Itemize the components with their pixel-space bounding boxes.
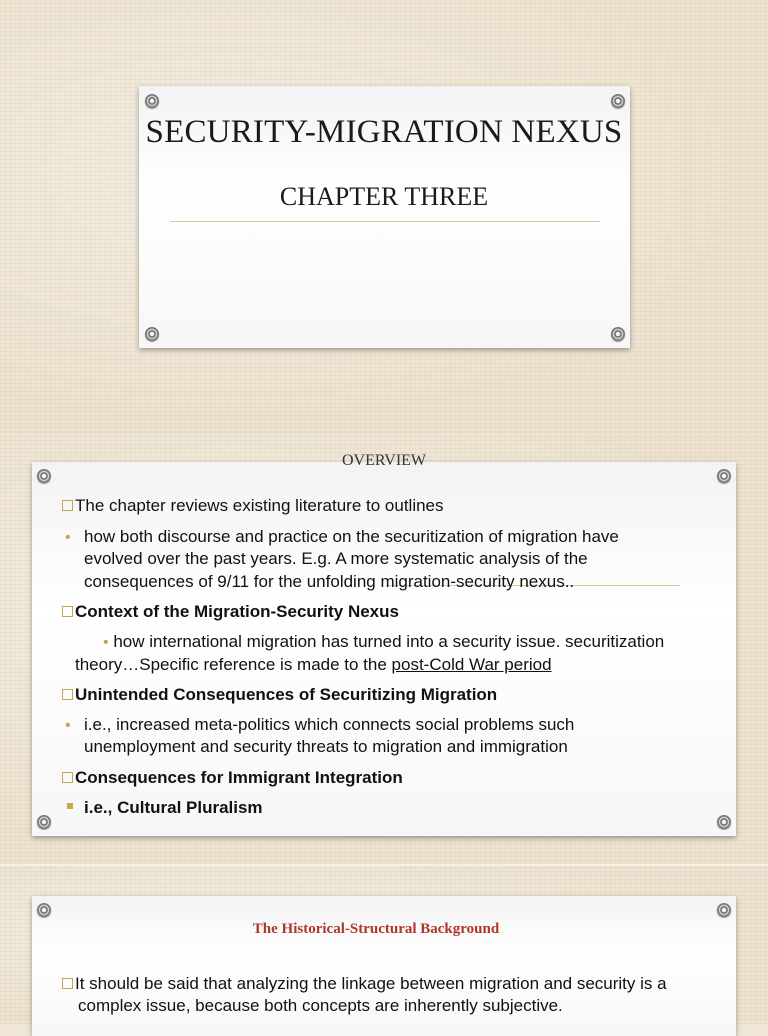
checkbox-bullet-icon	[62, 689, 73, 700]
bullet-text: i.e., Cultural Pluralism	[84, 798, 263, 817]
checkbox-bullet-icon	[62, 772, 73, 783]
bullet-item	[67, 797, 73, 820]
bullet-item: The chapter reviews existing literature to outlines	[62, 495, 444, 518]
period-link[interactable]: post-Cold War period	[391, 655, 552, 674]
pin-icon	[611, 94, 625, 108]
dot-bullet-icon: •	[65, 529, 71, 546]
bullet-item: Unintended Consequences of Securitizing Migration	[62, 684, 497, 707]
bullet-text: unemployment and security threats to migration and immigration	[84, 737, 568, 756]
bullet-text: consequences of 9/11 for the unfolding migration-security nexus..	[84, 572, 575, 591]
pin-icon	[37, 469, 51, 483]
slide-title: SECURITY-MIGRATION NEXUS	[145, 114, 623, 150]
bullet-item	[65, 526, 71, 550]
checkbox-bullet-icon	[62, 500, 73, 511]
title-divider	[170, 221, 600, 222]
overview-title: OVERVIEW	[341, 452, 427, 469]
bullet-text: how both discourse and practice on the securitization of migration have	[84, 527, 619, 546]
pin-icon	[145, 327, 159, 341]
pin-icon	[717, 903, 731, 917]
bullet-text: complex issue, because both concepts are inherently subjective.	[78, 996, 563, 1015]
square-bullet-icon	[67, 803, 73, 809]
pin-icon	[145, 94, 159, 108]
checkbox-bullet-icon	[62, 978, 73, 989]
dot-bullet-icon: •	[103, 634, 109, 651]
bullet-item: Context of the Migration-Security Nexus	[62, 601, 399, 624]
pin-icon	[37, 903, 51, 917]
slide-subtitle: CHAPTER THREE	[279, 182, 489, 211]
pin-icon	[37, 815, 51, 829]
bullet-text: evolved over the past years. E.g. A more systematic analysis of the	[84, 549, 588, 568]
bullet-text: theory…Specific reference is made to the post-Cold War period	[75, 655, 552, 674]
dot-bullet-icon: •	[65, 717, 71, 734]
pin-icon	[717, 815, 731, 829]
pin-icon	[611, 327, 625, 341]
bullet-item	[65, 714, 71, 738]
pin-icon	[717, 469, 731, 483]
bullet-text: i.e., increased meta-politics which connects social problems such	[84, 715, 575, 734]
bullet-item: Consequences for Immigrant Integration	[62, 767, 403, 790]
section-title: The Historical-Structural Background	[252, 921, 500, 937]
bullet-item: • how international migration has turned into a security issue. securitization	[103, 632, 665, 651]
checkbox-bullet-icon	[62, 606, 73, 617]
bullet-item: It should be said that analyzing the linkage between migration and security is a	[62, 973, 667, 996]
